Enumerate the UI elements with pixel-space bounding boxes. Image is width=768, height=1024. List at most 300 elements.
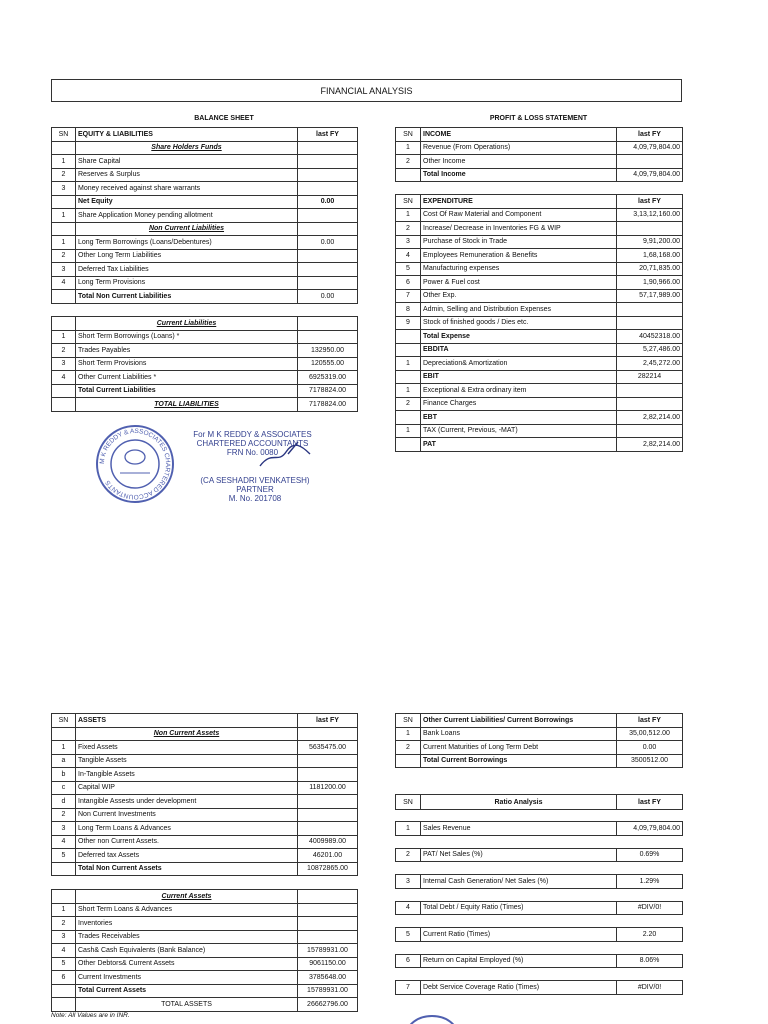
row-sn: 4 <box>396 901 421 915</box>
row-value <box>298 330 358 344</box>
row-value <box>617 155 683 169</box>
total-row <box>396 438 683 452</box>
row-sn: 1 <box>396 727 421 741</box>
table-row <box>396 848 683 862</box>
total-row <box>396 411 683 425</box>
row-label: Long Term Provisions <box>76 276 298 290</box>
row-sn: 5 <box>396 928 421 942</box>
row-sn: 7 <box>396 981 421 995</box>
row-sn: 5 <box>52 957 76 971</box>
total-row <box>52 290 358 304</box>
table-row <box>396 141 683 155</box>
row-sn: a <box>52 754 76 768</box>
row-sn: d <box>52 795 76 809</box>
row-sn: 6 <box>52 971 76 985</box>
table-row <box>396 262 683 276</box>
row-label: Total Debt / Equity Ratio (Times) <box>421 901 617 915</box>
row-value <box>298 808 358 822</box>
current-liabilities-table <box>51 316 358 412</box>
table-row <box>52 808 358 822</box>
row-value: 6925319.00 <box>298 371 358 385</box>
spacer-row <box>396 862 683 875</box>
net-equity-label: Net Equity <box>76 195 298 209</box>
total-assets-label: TOTAL ASSETS <box>76 998 298 1012</box>
row-sn: 1 <box>52 903 76 917</box>
partner-block <box>185 476 325 503</box>
row-sn: 2 <box>396 155 421 169</box>
total-expense-value: 40452318.00 <box>617 330 683 344</box>
row-value: 35,00,512.00 <box>617 727 683 741</box>
total-liabilities-value: 7178824.00 <box>298 398 358 412</box>
total-ncl-label: Total Non Current Liabilities <box>76 290 298 304</box>
row-sn: 8 <box>396 303 421 317</box>
spacer-row <box>396 888 683 901</box>
table-header-row <box>52 128 358 142</box>
ratio-header: Ratio Analysis <box>421 795 617 810</box>
row-label: PAT/ Net Sales (%) <box>421 848 617 862</box>
row-value <box>298 768 358 782</box>
total-income-label: Total Income <box>421 168 617 182</box>
row-sn: 1 <box>52 236 76 250</box>
page-title-text: FINANCIAL ANALYSIS <box>320 85 413 96</box>
signature-scribble <box>258 440 318 470</box>
row-value: 5635475.00 <box>298 741 358 755</box>
row-sn: 4 <box>52 371 76 385</box>
row-sn: 2 <box>396 848 421 862</box>
row-value: 4,09,79,804.00 <box>617 822 683 836</box>
total-row <box>52 998 358 1012</box>
row-sn: 1 <box>52 155 76 169</box>
table-header-row <box>396 714 683 728</box>
current-assets-heading: Current Assets <box>76 890 298 904</box>
balance-sheet-table <box>51 127 358 304</box>
table-row <box>396 384 683 398</box>
table-row <box>396 727 683 741</box>
table-row <box>396 357 683 371</box>
table-row <box>52 168 358 182</box>
row-sn: 4 <box>52 944 76 958</box>
row-value <box>298 754 358 768</box>
row-label: Current Maturities of Long Term Debt <box>421 741 617 755</box>
sn-header: SN <box>52 714 76 728</box>
row-sn: 4 <box>396 249 421 263</box>
total-income-value: 4,09,79,804.00 <box>617 168 683 182</box>
row-sn: 1 <box>52 741 76 755</box>
spacer-row <box>396 915 683 928</box>
row-value: #DIV/0! <box>617 981 683 995</box>
row-label: Manufacturing expenses <box>421 262 617 276</box>
assets-table <box>51 713 358 876</box>
row-value: 20,71,835.00 <box>617 262 683 276</box>
fy-header: last FY <box>617 128 683 142</box>
ebdita-label: EBDITA <box>421 343 617 357</box>
table-row <box>396 276 683 290</box>
table-row <box>396 928 683 942</box>
row-sn: 2 <box>396 741 421 755</box>
section-heading-row <box>52 727 358 741</box>
current-liabilities-heading: Current Liabilities <box>76 317 298 331</box>
table-row <box>396 316 683 330</box>
row-value: 9,91,200.00 <box>617 235 683 249</box>
row-sn: 2 <box>52 344 76 358</box>
row-sn: 2 <box>52 808 76 822</box>
table-row <box>52 930 358 944</box>
sn-header: SN <box>396 795 421 810</box>
row-sn: 3 <box>52 357 76 371</box>
row-label: Deferred tax Assets <box>76 849 298 863</box>
total-row <box>52 984 358 998</box>
total-expense-label: Total Expense <box>421 330 617 344</box>
income-table <box>395 127 683 182</box>
table-header-row <box>396 795 683 810</box>
total-liabilities-label: TOTAL LIABILITIES <box>76 398 298 412</box>
row-sn: 2 <box>396 397 421 411</box>
spacer-row <box>396 941 683 954</box>
row-value: 3,13,12,160.00 <box>617 208 683 222</box>
total-row <box>396 330 683 344</box>
table-row <box>52 209 358 223</box>
table-row <box>52 330 358 344</box>
fy-header: last FY <box>617 195 683 209</box>
row-label: Finance Charges <box>421 397 617 411</box>
row-sn: 5 <box>52 849 76 863</box>
table-row <box>396 208 683 222</box>
row-sn: 1 <box>52 330 76 344</box>
total-row <box>52 384 358 398</box>
seal-ring-text: M K REDDY & ASSOCIATES CHARTERED ACCOUNTANTS <box>98 427 172 501</box>
ratio-table <box>395 794 683 995</box>
row-sn: 9 <box>396 316 421 330</box>
balance-sheet-caption: BALANCE SHEET <box>194 115 254 122</box>
row-value: 0.00 <box>298 236 358 250</box>
section-heading-row <box>52 141 358 155</box>
table-row <box>52 903 358 917</box>
total-assets-value: 26662796.00 <box>298 998 358 1012</box>
row-label: Current Ratio (Times) <box>421 928 617 942</box>
borrowings-table <box>395 713 683 768</box>
table-row <box>52 155 358 169</box>
table-row <box>52 357 358 371</box>
total-ca-value: 15789931.00 <box>298 984 358 998</box>
fy-header: last FY <box>617 714 683 728</box>
table-header-row <box>396 195 683 209</box>
total-ncl-value: 0.00 <box>298 290 358 304</box>
row-label: Trades Payables <box>76 344 298 358</box>
row-sn: 1 <box>396 141 421 155</box>
row-label: Share Capital <box>76 155 298 169</box>
firm-designation: CHARTERED ACCOUNTANTS <box>196 439 309 448</box>
row-label: Increase/ Decrease in Inventories FG & WIP <box>421 222 617 236</box>
table-row <box>52 768 358 782</box>
table-row <box>52 944 358 958</box>
total-row <box>396 370 683 384</box>
row-value: 2,45,272.00 <box>617 357 683 371</box>
row-sn: 2 <box>52 917 76 931</box>
table-row <box>396 222 683 236</box>
row-label: Short Term Borrowings (Loans) * <box>76 330 298 344</box>
row-sn: 1 <box>396 208 421 222</box>
values-note: Note: All Values are in INR. <box>51 1012 130 1019</box>
row-label: TAX (Current, Previous, -MAT) <box>421 424 617 438</box>
row-sn: 2 <box>52 168 76 182</box>
section-heading-row <box>52 317 358 331</box>
row-label: Employees Remuneration & Benefits <box>421 249 617 263</box>
ebt-value: 2,82,214.00 <box>617 411 683 425</box>
spacer-row <box>396 810 683 822</box>
table-row <box>52 263 358 277</box>
row-value: 0.69% <box>617 848 683 862</box>
row-sn: 3 <box>52 182 76 196</box>
row-sn: 1 <box>52 209 76 223</box>
row-label: Short Term Provisions <box>76 357 298 371</box>
page-title <box>51 79 682 102</box>
table-row <box>396 954 683 968</box>
row-label: Purchase of Stock in Trade <box>421 235 617 249</box>
total-nca-label: Total Non Current Assets <box>76 862 298 876</box>
table-header-row <box>396 128 683 142</box>
table-row <box>52 236 358 250</box>
row-value: #DIV/0! <box>617 901 683 915</box>
row-label: Revenue (From Operations) <box>421 141 617 155</box>
row-label: Current Investments <box>76 971 298 985</box>
row-label: Non Current Investments <box>76 808 298 822</box>
row-label: Reserves & Surplus <box>76 168 298 182</box>
row-value: 120555.00 <box>298 357 358 371</box>
table-row <box>396 397 683 411</box>
row-label: Exceptional & Extra ordinary item <box>421 384 617 398</box>
row-label: Inventories <box>76 917 298 931</box>
row-value: 57,17,989.00 <box>617 289 683 303</box>
spacer-row <box>396 835 683 848</box>
table-row <box>52 741 358 755</box>
section-heading-row <box>52 222 358 236</box>
row-label: Return on Capital Employed (%) <box>421 954 617 968</box>
row-value: 8.06% <box>617 954 683 968</box>
row-value: 1,90,966.00 <box>617 276 683 290</box>
expenditure-table <box>395 194 683 452</box>
row-value: 0.00 <box>617 741 683 755</box>
fy-header: last FY <box>298 128 358 142</box>
row-value <box>298 263 358 277</box>
partner-name: (CA SESHADRI VENKATESH) <box>200 476 310 485</box>
row-label: Deferred Tax Liabilities <box>76 263 298 277</box>
row-sn: 1 <box>396 384 421 398</box>
sn-header: SN <box>396 714 421 728</box>
row-label: Long Term Loans & Advances <box>76 822 298 836</box>
row-sn: c <box>52 781 76 795</box>
row-value: 4009989.00 <box>298 835 358 849</box>
row-value <box>298 930 358 944</box>
row-sn: 3 <box>396 235 421 249</box>
row-value: 2.20 <box>617 928 683 942</box>
table-row <box>52 917 358 931</box>
row-sn: 3 <box>396 875 421 889</box>
row-sn: 1 <box>396 357 421 371</box>
row-label: Other Debtors& Current Assets <box>76 957 298 971</box>
row-value: 15789931.00 <box>298 944 358 958</box>
row-label: Trades Receivables <box>76 930 298 944</box>
row-value <box>298 795 358 809</box>
row-value: 3785648.00 <box>298 971 358 985</box>
table-row <box>396 741 683 755</box>
row-value <box>298 168 358 182</box>
total-row <box>52 195 358 209</box>
row-label: Long Term Borrowings (Loans/Debentures) <box>76 236 298 250</box>
row-sn: 3 <box>52 822 76 836</box>
row-label: Sales Revenue <box>421 822 617 836</box>
row-label: Other Exp. <box>421 289 617 303</box>
table-row <box>396 981 683 995</box>
total-cl-value: 7178824.00 <box>298 384 358 398</box>
row-label: Cost Of Raw Material and Component <box>421 208 617 222</box>
row-label: Stock of finished goods / Dies etc. <box>421 316 617 330</box>
row-value <box>298 903 358 917</box>
firm-frn: FRN No. 0080 <box>226 448 279 457</box>
ebt-label: EBT <box>421 411 617 425</box>
assets-header: ASSETS <box>76 714 298 728</box>
table-row <box>396 249 683 263</box>
table-header-row <box>52 714 358 728</box>
table-row <box>52 795 358 809</box>
row-value: 46201.00 <box>298 849 358 863</box>
pat-value: 2,82,214.00 <box>617 438 683 452</box>
row-label: Bank Loans <box>421 727 617 741</box>
table-row <box>52 754 358 768</box>
non-current-assets-heading: Non Current Assets <box>76 727 298 741</box>
row-label: Power & Fuel cost <box>421 276 617 290</box>
income-header: INCOME <box>421 128 617 142</box>
table-row <box>52 781 358 795</box>
row-value: 9061150.00 <box>298 957 358 971</box>
row-sn: 3 <box>52 930 76 944</box>
row-value <box>617 303 683 317</box>
pat-label: PAT <box>421 438 617 452</box>
row-sn: 2 <box>396 222 421 236</box>
row-value <box>298 276 358 290</box>
row-value <box>298 155 358 169</box>
sn-header: SN <box>396 128 421 142</box>
table-row <box>52 371 358 385</box>
row-label: Debt Service Coverage Ratio (Times) <box>421 981 617 995</box>
table-row <box>396 901 683 915</box>
expenditure-header: EXPENDITURE <box>421 195 617 209</box>
row-sn: 5 <box>396 262 421 276</box>
table-row <box>52 971 358 985</box>
row-label: Intangible Assests under development <box>76 795 298 809</box>
table-row <box>396 235 683 249</box>
row-value: 132950.00 <box>298 344 358 358</box>
table-row <box>396 424 683 438</box>
sn-header: SN <box>52 128 76 142</box>
borrowings-header: Other Current Liabilities/ Current Borrowings <box>421 714 617 728</box>
row-value <box>298 182 358 196</box>
row-value: 1181200.00 <box>298 781 358 795</box>
row-label: Other non Current Assets. <box>76 835 298 849</box>
spacer-row <box>396 968 683 981</box>
seal-icon <box>94 423 176 505</box>
ebit-label: EBIT <box>421 370 617 384</box>
row-value <box>617 316 683 330</box>
total-borrowings-label: Total Current Borrowings <box>421 754 617 768</box>
row-label: Capital WIP <box>76 781 298 795</box>
row-value: 1,68,168.00 <box>617 249 683 263</box>
row-sn: 6 <box>396 954 421 968</box>
row-value <box>298 917 358 931</box>
total-cl-label: Total Current Liabilities <box>76 384 298 398</box>
total-row <box>52 398 358 412</box>
table-row <box>52 957 358 971</box>
row-sn: 1 <box>396 822 421 836</box>
table-row <box>396 289 683 303</box>
partner-title: PARTNER <box>236 485 274 494</box>
table-row <box>52 344 358 358</box>
row-value: 4,09,79,804.00 <box>617 141 683 155</box>
total-borrowings-value: 3500512.00 <box>617 754 683 768</box>
membership-number: M. No. 201708 <box>228 494 282 503</box>
section-heading-row <box>52 890 358 904</box>
partial-seal <box>405 1014 460 1024</box>
firm-name: For M K REDDY & ASSOCIATES <box>193 430 312 439</box>
table-row <box>396 155 683 169</box>
total-row <box>396 343 683 357</box>
row-label: Fixed Assets <box>76 741 298 755</box>
row-label: Other Current Liabilities * <box>76 371 298 385</box>
row-label: Tangible Assets <box>76 754 298 768</box>
firm-seal <box>94 423 176 505</box>
row-label: Short Term Loans & Advances <box>76 903 298 917</box>
current-assets-table <box>51 889 358 1012</box>
net-equity-value: 0.00 <box>298 195 358 209</box>
row-value <box>617 384 683 398</box>
row-value <box>298 822 358 836</box>
pl-caption: PROFIT & LOSS STATEMENT <box>489 115 588 122</box>
row-label: Other Long Term Liabilities <box>76 249 298 263</box>
table-row <box>52 822 358 836</box>
table-row <box>52 849 358 863</box>
row-sn: 7 <box>396 289 421 303</box>
row-label: Internal Cash Generation/ Net Sales (%) <box>421 875 617 889</box>
fy-header: last FY <box>298 714 358 728</box>
total-nca-value: 10872865.00 <box>298 862 358 876</box>
row-label: Money received against share warrants <box>76 182 298 196</box>
total-row <box>396 754 683 768</box>
row-label: Cash& Cash Equivalents (Bank Balance) <box>76 944 298 958</box>
fy-header: last FY <box>617 795 683 810</box>
total-row <box>52 862 358 876</box>
row-label: Share Application Money pending allotment <box>76 209 298 223</box>
row-sn: 6 <box>396 276 421 290</box>
row-value: 1.29% <box>617 875 683 889</box>
row-value <box>617 222 683 236</box>
row-label: Other Income <box>421 155 617 169</box>
table-row <box>396 822 683 836</box>
table-row <box>52 276 358 290</box>
equity-liabilities-header: EQUITY & LIABILITIES <box>76 128 298 142</box>
table-row <box>52 249 358 263</box>
row-sn: 2 <box>52 249 76 263</box>
row-value <box>617 424 683 438</box>
row-value <box>298 249 358 263</box>
row-sn: 3 <box>52 263 76 277</box>
table-row <box>396 303 683 317</box>
table-row <box>396 875 683 889</box>
table-row <box>52 182 358 196</box>
non-current-liabilities-heading: Non Current Liabilities <box>76 222 298 236</box>
row-sn: b <box>52 768 76 782</box>
row-label: Depreciation& Amortization <box>421 357 617 371</box>
row-label: Admin, Selling and Distribution Expenses <box>421 303 617 317</box>
row-sn: 4 <box>52 276 76 290</box>
